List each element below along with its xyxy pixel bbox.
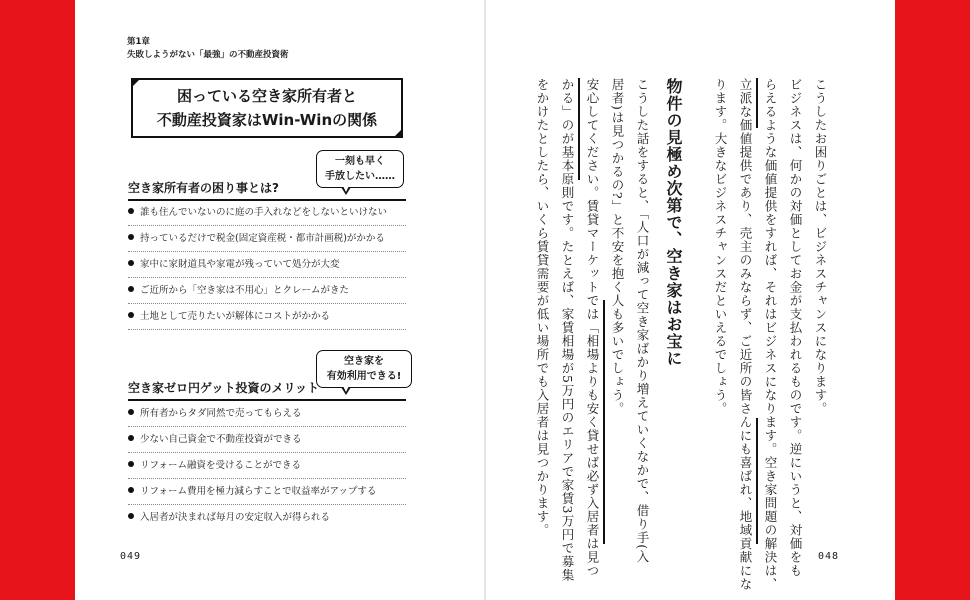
bullet-icon (128, 312, 134, 318)
body-column: をかけたとしたら、いくら賃貸需要が低い場所でも入居者は見つかります。 (535, 78, 550, 537)
emphasis-rule (756, 78, 758, 128)
chapter-title: 失敗しようがない「最強」の不動産投資術 (127, 50, 289, 60)
bullet-icon (128, 286, 134, 292)
owners-heading-rule (128, 199, 406, 201)
list-item: リフォーム費用を極力減らすことで収益率がアップする (128, 484, 408, 500)
title-corner-mark (131, 78, 141, 88)
body-column: こうした話をすると、「人口が減って空き家ばかり増えていくなかで、借り手(入 (635, 78, 650, 564)
page-number-left: 049 (120, 551, 142, 562)
bullet-icon (128, 461, 134, 467)
page-number-right: 048 (818, 551, 840, 562)
list-item: 持っているだけで税金(固定資産税・都市計画税)がかかる (128, 231, 408, 247)
body-column: 居者)は見つかるの?」と不安を抱く人も多いでしょう。 (610, 78, 625, 416)
bullet-icon (128, 409, 134, 415)
list-divider (128, 277, 406, 278)
list-divider (128, 504, 406, 505)
emphasis-rule (603, 300, 605, 544)
bullet-icon (128, 260, 134, 266)
section-title-line1: 困っている空き家所有者と (176, 87, 357, 105)
bullet-icon (128, 487, 134, 493)
list-divider (128, 303, 406, 304)
list-item: 入居者が決まれば毎月の安定収入が得られる (128, 510, 408, 526)
list-item: ご近所から「空き家は不用心」とクレームがきた (128, 283, 408, 299)
investor-bubble-line2: 有効利用できる! (326, 371, 402, 382)
list-divider (128, 225, 406, 226)
section-title-line2: 不動産投資家はWin-Winの関係 (156, 111, 378, 129)
right-red-border (895, 0, 970, 600)
title-corner-mark (393, 128, 403, 138)
list-item: リフォーム融資を受けることができる (128, 458, 408, 474)
list-item: 少ない自己資金で不動産投資ができる (128, 432, 408, 448)
list-item: 土地として売りたいが解体にコストがかかる (128, 309, 408, 325)
body-column: らえるような価値提供をすれば、それはビジネスになります。空き家問題の解決は、 (763, 78, 778, 591)
left-red-border (0, 0, 75, 600)
bullet-icon (128, 208, 134, 214)
section-title-box (131, 78, 403, 138)
list-item: 所有者からタダ同然で売ってもらえる (128, 406, 408, 422)
investor-bubble-line1: 空き家を (344, 356, 384, 367)
book-gutter (484, 0, 486, 600)
bullet-icon (128, 435, 134, 441)
chapter-header (127, 36, 289, 62)
list-divider (128, 452, 406, 453)
emphasis-rule (756, 418, 758, 544)
chapter-number: 第1章 (127, 37, 150, 47)
owner-bubble-line2: 手放したい…… (325, 171, 395, 182)
investors-heading: 空き家ゼロ円ゲット投資のメリット (128, 381, 320, 395)
body-column: こうしたお困りごとは、ビジネスチャンスになります。 (813, 78, 828, 416)
investor-speech-bubble (316, 350, 412, 388)
bullet-icon (128, 234, 134, 240)
body-column: 安心してください。賃貸マーケットでは「相場よりも安く貸せば必ず入居者は見つ (585, 78, 600, 578)
list-item: 誰も住んでいないのに庭の手入れなどをしないといけない (128, 205, 408, 221)
body-column: ビジネスは、何かの対価としてお金が支払われるものです。逆にいうと、対価をも (788, 78, 803, 578)
emphasis-rule (578, 78, 580, 180)
owner-bubble-line1: 一刻も早く (335, 156, 385, 167)
list-divider (128, 251, 406, 252)
bullet-icon (128, 513, 134, 519)
subsection-heading: 物件の見極め次第で、空き家はお宝に (664, 78, 683, 367)
investors-heading-rule (128, 399, 406, 401)
owners-heading: 空き家所有者の困り事とは? (128, 181, 279, 195)
list-item: 家中に家財道具や家電が残っていて処分が大変 (128, 257, 408, 273)
body-column: 立派な価値提供であり、売主のみならず、ご近所の皆さんにも喜ばれ、地域貢献にな (738, 78, 753, 591)
list-divider (128, 478, 406, 479)
list-divider (128, 426, 406, 427)
owner-speech-bubble (316, 150, 404, 188)
body-column: ります。大きなビジネスチャンスだといえるでしょう。 (713, 78, 728, 416)
body-column: かる」のが基本原則です。たとえば、家賃相場が5万円のエリアで家賃3万円で募集 (560, 78, 575, 582)
list-divider (128, 329, 406, 330)
